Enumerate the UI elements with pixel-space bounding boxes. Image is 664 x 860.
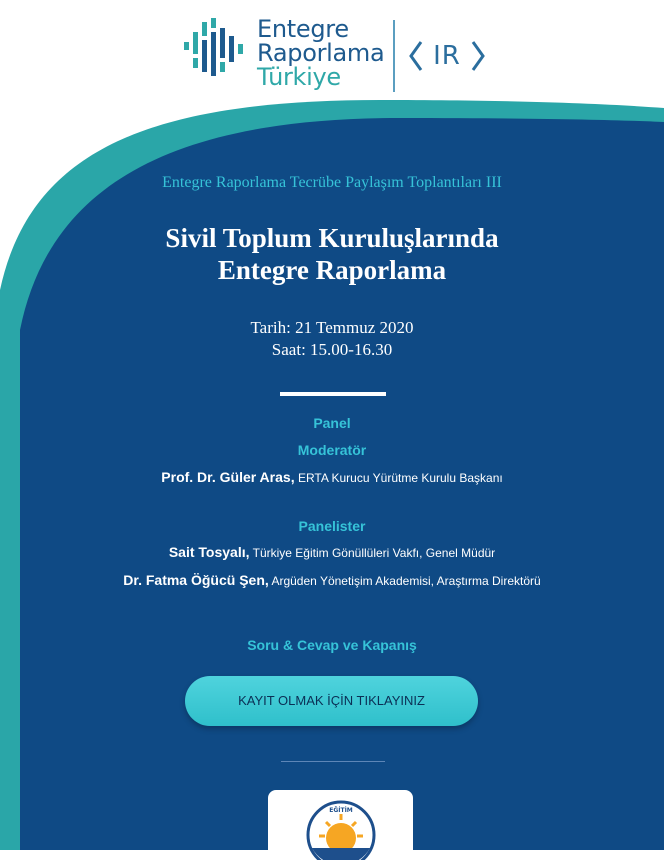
event-time: Saat: 15.00-16.30 [271, 340, 393, 359]
ir-badge-text: IR [433, 41, 461, 71]
event-date: Tarih: 21 Temmuz 2020 [250, 318, 414, 337]
moderator-heading: Moderatör [297, 442, 367, 458]
panelist-entry [0, 544, 664, 560]
logo-line-1: Entegre [257, 15, 349, 43]
logo-line-3: Türkiye [257, 63, 341, 91]
panelist-name: Dr. Fatma Öğücü Şen, [123, 572, 269, 588]
event-title-line-1: Sivil Toplum Kuruluşlarında [165, 223, 499, 253]
event-title [0, 222, 664, 286]
partner-card[interactable] [268, 790, 413, 860]
moderator-name: Prof. Dr. Güler Aras, [161, 469, 295, 485]
logo-divider [393, 20, 395, 92]
moderator-entry [0, 469, 664, 485]
header [0, 0, 664, 100]
logo-wordmark [257, 17, 384, 89]
logo-line-2: Raporlama [257, 39, 385, 67]
footer-divider [281, 761, 385, 762]
event-series: Entegre Raporlama Tecrübe Paylaşım Toplantıları III [162, 174, 502, 191]
panelist-role: Argüden Yönetişim Akademisi, Araştırma Direktörü [271, 574, 541, 588]
event-datetime [0, 317, 664, 361]
panel-heading: Panel [313, 415, 351, 431]
panelists-heading: Panelister [298, 518, 366, 534]
partner-logo-text: EĞİTİM [329, 807, 353, 814]
event-title-line-2: Entegre Raporlama [217, 255, 447, 285]
sun-logo-icon [306, 798, 376, 860]
panelist-entry [0, 572, 664, 588]
register-button[interactable]: KAYIT OLMAK İÇİN TIKLAYINIZ [185, 676, 478, 726]
closing-heading: Soru & Cevap ve Kapanış [247, 637, 417, 653]
section-divider [280, 392, 386, 396]
entegre-raporlama-logo-icon [184, 18, 246, 78]
ir-badge [409, 36, 485, 76]
panelist-name: Sait Tosyalı, [168, 544, 250, 560]
moderator-role: ERTA Kurucu Yürütme Kurulu Başkanı [297, 471, 503, 485]
panelist-role: Türkiye Eğitim Gönüllüleri Vakfı, Genel Müdür [252, 546, 496, 560]
